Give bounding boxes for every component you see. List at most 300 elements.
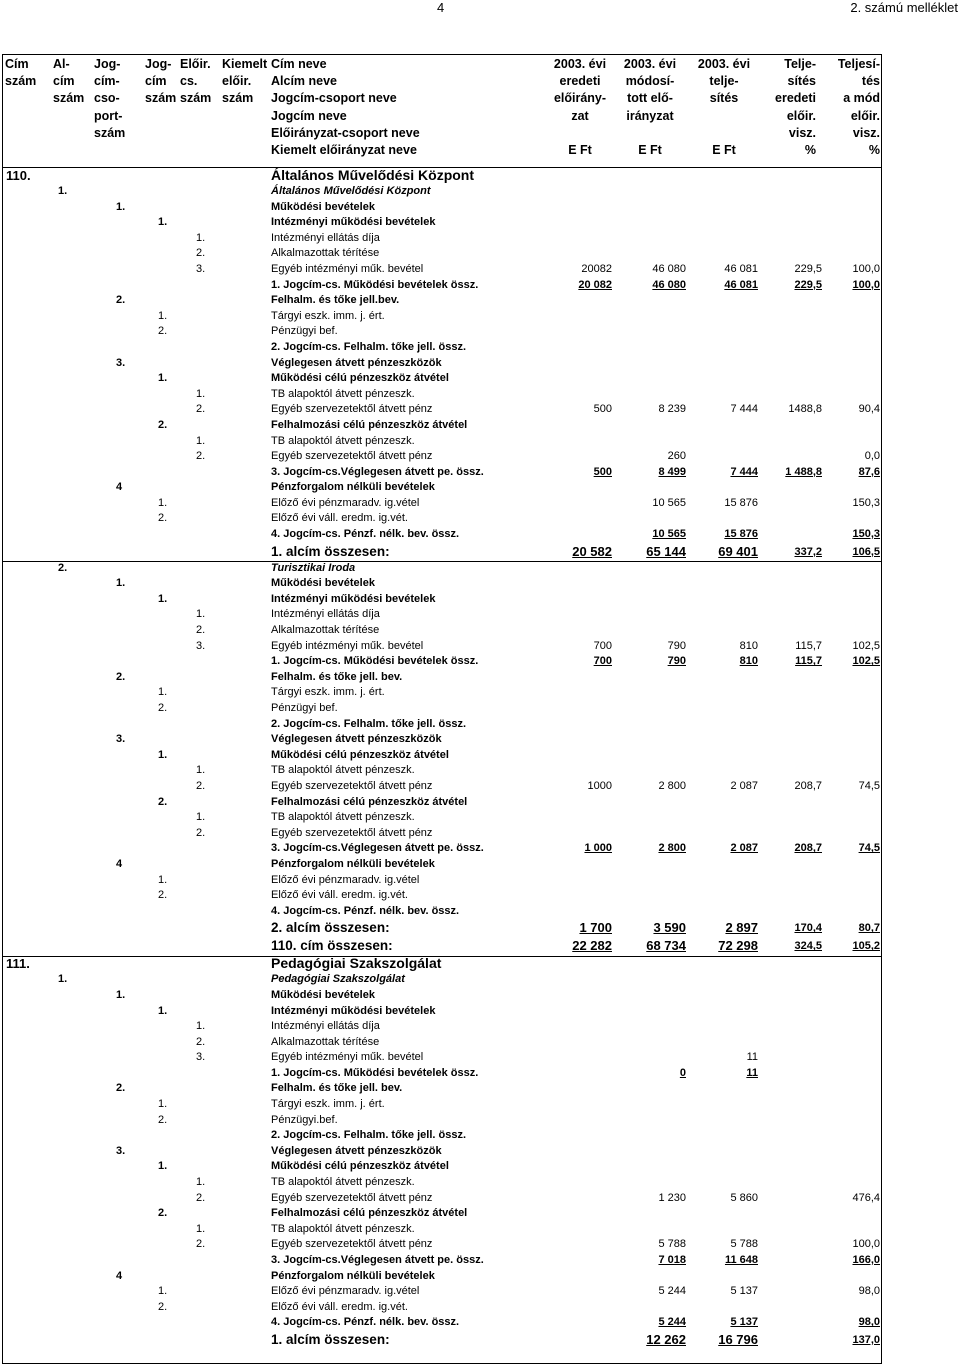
row-value-4: 105,2 (852, 940, 880, 953)
row-value-0: 500 (593, 465, 612, 478)
row-value-1: 5 788 (658, 1238, 686, 1251)
row-value-1: 8 499 (658, 465, 686, 478)
header-col-1 (53, 56, 85, 108)
row-code: 2. (196, 247, 206, 260)
row-code: 1. (158, 309, 168, 322)
section-divider (3, 956, 882, 957)
row-name: Alkalmazottak térítése (271, 1035, 380, 1048)
row-name: TB alapoktól átvett pénzeszk. (271, 387, 415, 400)
header-line: szám (5, 74, 37, 89)
table-row (0, 340, 960, 356)
header-line: Teljesí- (837, 57, 880, 71)
row-value-2: 15 876 (724, 528, 758, 541)
row-name: 1. Jogcím-cs. Működési bevételek össz. (271, 655, 479, 668)
table-row (0, 278, 960, 294)
table-row (0, 1331, 960, 1349)
row-code: 2. (196, 624, 206, 637)
header-line: visz. (788, 125, 816, 140)
header-line: Jog- (145, 57, 172, 71)
table-row (0, 607, 960, 623)
row-code: 3. (116, 356, 126, 369)
header-col-4 (180, 56, 214, 108)
table-row (0, 1191, 960, 1207)
row-name: Intézményi működési bevételek (271, 592, 436, 605)
header-line: Alcím neve (271, 74, 338, 89)
row-code: 1. (196, 1020, 206, 1033)
row-value-2: 5 137 (730, 1316, 758, 1329)
header-line: szám (53, 91, 85, 106)
row-code: 1. (158, 496, 168, 509)
row-code: 2. (196, 1191, 206, 1204)
header-line: port- (94, 108, 123, 123)
row-code: 2. (116, 670, 126, 683)
table-row (0, 167, 960, 184)
header-col-9 (690, 56, 758, 159)
row-value-4: 150,3 (852, 496, 880, 509)
table-row (0, 1175, 960, 1191)
row-name: Pénzügyi bef. (271, 325, 338, 338)
table-row (0, 576, 960, 592)
row-code: 2. (196, 403, 206, 416)
header-line: módosí- (625, 74, 675, 89)
header-line: Telje- (784, 57, 816, 71)
header-line: 2003. évi (623, 57, 677, 71)
row-name: Felhalm. és tőke jell. bev. (271, 1082, 403, 1095)
row-value-4: 0,0 (864, 450, 880, 463)
row-value-2: 11 648 (724, 1254, 758, 1266)
table-row (0, 1159, 960, 1175)
table-row (0, 1128, 960, 1144)
row-value-1: 5 244 (658, 1316, 686, 1329)
header-line: cso- (94, 91, 120, 106)
row-value-0: 20 082 (578, 278, 612, 291)
row-code: 1. (196, 608, 206, 621)
header-line: szám (222, 91, 254, 106)
row-value-2: 7 444 (730, 403, 758, 416)
row-code: 110. (6, 168, 31, 183)
row-value-4: 150,3 (852, 528, 880, 541)
row-code: 2. (158, 795, 168, 808)
header-col-8 (616, 56, 684, 159)
row-value-0: 1000 (587, 779, 612, 792)
row-value-1: 46 080 (652, 262, 686, 275)
row-value-3: 337,2 (794, 545, 822, 558)
header-line: szám (180, 91, 212, 106)
row-name: TB alapoktól átvett pénzeszk. (271, 811, 415, 824)
row-name: TB alapoktól átvett pénzeszk. (271, 764, 415, 777)
row-code: 2. (196, 826, 206, 839)
table-row (0, 418, 960, 434)
table-row (0, 184, 960, 200)
header-line: cím (145, 74, 167, 89)
row-code: 1. (196, 434, 206, 447)
row-name: Egyéb intézményi műk. bevétel (271, 262, 424, 275)
row-value-2: 11 (746, 1066, 758, 1079)
header-line: % (804, 142, 816, 157)
row-name: TB alapoktól átvett pénzeszk. (271, 434, 415, 447)
row-name: Működési bevételek (271, 200, 375, 213)
row-name: Véglegesen átvett pénzeszközök (271, 356, 442, 369)
table-row (0, 717, 960, 733)
table-row (0, 795, 960, 811)
row-value-1: 0 (679, 1066, 686, 1079)
row-value-3: 324,5 (794, 940, 822, 953)
row-code: 1. (116, 200, 126, 213)
row-code: 1. (158, 1160, 168, 1173)
row-code: 1. (58, 185, 68, 197)
header-col-11 (820, 56, 880, 159)
header-line: cím (53, 74, 75, 89)
header-line (545, 125, 615, 142)
row-code: 1. (158, 1098, 168, 1111)
row-code: 3. (116, 1144, 126, 1157)
table-row (0, 1222, 960, 1238)
table-row (0, 654, 960, 670)
row-code: 1. (158, 1004, 168, 1017)
row-value-1: 65 144 (646, 543, 686, 559)
row-value-1: 1 230 (658, 1191, 686, 1204)
row-value-0: 22 282 (572, 938, 612, 954)
row-value-3: 115,7 (795, 655, 822, 668)
table-row (0, 988, 960, 1004)
row-value-3: 1 488,8 (785, 465, 822, 478)
row-name: Egyéb intézményi műk. bevétel (271, 1051, 424, 1064)
row-name: Egyéb szervezetektől átvett pénz (271, 826, 433, 839)
row-code: 2. (58, 561, 68, 574)
row-name: Előző évi váll. eredm. ig.vét. (271, 889, 408, 902)
row-code: 2. (158, 325, 168, 338)
header-line: Jog- (94, 57, 121, 71)
table-row (0, 873, 960, 889)
row-value-1: 10 565 (652, 496, 686, 509)
header-line: sítés (709, 91, 739, 106)
row-code: 1. (196, 1176, 206, 1189)
table-row (0, 511, 960, 527)
row-code: 2. (116, 1082, 126, 1095)
row-value-4: 106,5 (852, 545, 880, 558)
row-code: 111. (6, 956, 30, 972)
header-line: Előir. (180, 57, 211, 71)
table-row (0, 1237, 960, 1253)
row-name: Intézményi ellátás díja (271, 608, 380, 621)
header-line: cím- (94, 74, 120, 89)
table-row (0, 1019, 960, 1035)
row-name: Egyéb szervezetektől átvett pénz (271, 1238, 433, 1251)
table-row (0, 527, 960, 543)
row-name: Pénzügyi.bef. (271, 1113, 338, 1126)
header-line: előir. (222, 74, 252, 89)
row-name: 4. Jogcím-cs. Pénzf. nélk. bev. össz. (271, 1316, 460, 1329)
row-value-3: 1488,8 (788, 403, 822, 416)
row-value-0: 20082 (581, 262, 612, 275)
table-row (0, 919, 960, 937)
row-value-1: 8 239 (658, 403, 686, 416)
header-line: E Ft (638, 142, 662, 157)
row-name: Pedagógiai Szakszolgálat (271, 973, 405, 986)
row-name: Felhalmozási célú pénzeszköz átvétel (271, 795, 468, 808)
table-row (0, 826, 960, 842)
header-line: sítés (787, 74, 816, 89)
header-line: előirány- (553, 91, 607, 106)
header-line: szám (145, 91, 177, 106)
row-code: 2. (158, 418, 168, 431)
section-divider (3, 561, 882, 562)
row-value-4: 74,5 (858, 842, 880, 855)
header-line: E Ft (568, 142, 592, 157)
row-value-1: 3 590 (653, 920, 686, 936)
row-name: Egyéb szervezetektől átvett pénz (271, 779, 433, 792)
header-line: Cím neve (271, 57, 327, 71)
header-line: telje- (709, 74, 739, 89)
header-line (690, 125, 758, 142)
row-value-0: 700 (593, 639, 612, 652)
row-code: 2. (158, 702, 168, 714)
row-value-3: 208,7 (794, 842, 822, 855)
table-row (0, 748, 960, 764)
row-value-0: 1 700 (579, 920, 612, 936)
row-name: 1. Jogcím-cs. Működési bevételek össz. (271, 1066, 479, 1079)
table-row (0, 434, 960, 450)
row-value-4: 87,6 (858, 465, 880, 478)
row-name: 4. Jogcím-cs. Pénzf. nélk. bev. össz. (271, 904, 460, 917)
row-name: Felhalmozási célú pénzeszköz átvétel (271, 1207, 468, 1220)
row-code: 1. (116, 577, 126, 590)
row-name: 2. alcím összesen: (271, 920, 390, 936)
row-value-2: 2 087 (730, 842, 758, 855)
row-name: Egyéb szervezetektől átvett pénz (271, 1191, 433, 1204)
header-line: Jogcím neve (271, 108, 347, 123)
table-row (0, 857, 960, 873)
row-code: 2. (158, 512, 168, 525)
row-value-0: 1 000 (584, 842, 612, 855)
table-row (0, 324, 960, 340)
table-row (0, 371, 960, 387)
row-value-2: 810 (739, 639, 758, 652)
row-name: Turisztikai Iroda (271, 561, 356, 574)
row-name: 3. Jogcím-cs.Véglegesen átvett pe. össz. (271, 465, 484, 478)
row-name: Működési célú pénzeszköz átvétel (271, 1160, 449, 1173)
table-row (0, 262, 960, 278)
row-value-3: 229,5 (794, 278, 822, 291)
row-code: 1. (196, 811, 206, 824)
row-code: 2. (116, 294, 126, 307)
table-row (0, 1066, 960, 1082)
table-row (0, 1113, 960, 1129)
row-value-4: 90,4 (858, 403, 880, 416)
row-name: 3. Jogcím-cs.Véglegesen átvett pe. össz. (271, 1254, 484, 1266)
row-value-1: 790 (667, 655, 686, 668)
row-code: 1. (158, 686, 168, 699)
table-row (0, 543, 960, 561)
header-line: eredeti (559, 74, 601, 89)
table-row (0, 1300, 960, 1316)
table-row (0, 215, 960, 231)
attachment-label: 2. számú melléklet (850, 0, 958, 15)
row-value-3: 170,4 (794, 922, 822, 935)
header-line: előir. (850, 108, 880, 123)
table-row (0, 496, 960, 512)
row-value-2: 11 (746, 1051, 758, 1064)
header-line: E Ft (712, 142, 736, 157)
page-number: 4 (437, 0, 445, 15)
row-code: 1. (196, 231, 206, 244)
row-value-0: 500 (593, 403, 612, 416)
header-line: Kiemelt előirányzat neve (271, 142, 417, 157)
row-value-4: 102,5 (852, 655, 880, 668)
header-line: Kiemelt (222, 57, 268, 71)
row-name: Alkalmazottak térítése (271, 247, 380, 260)
row-value-4: 137,0 (852, 1333, 880, 1346)
table-row (0, 246, 960, 262)
row-value-2: 2 087 (730, 779, 758, 792)
row-code: 2. (196, 1035, 206, 1048)
row-value-2: 15 876 (724, 496, 758, 509)
row-name: Működési célú pénzeszköz átvétel (271, 748, 449, 761)
table-row (0, 1269, 960, 1285)
table-row (0, 402, 960, 418)
row-name: Előző évi váll. eredm. ig.vét. (271, 512, 408, 525)
row-name: Alkalmazottak térítése (271, 624, 380, 637)
row-name: Általános Művelődési Központ (271, 167, 475, 183)
row-value-2: 810 (739, 655, 758, 668)
row-name: Előző évi pénzmaradv. ig.vétel (271, 873, 420, 886)
table-row (0, 904, 960, 920)
row-code: 1. (158, 592, 168, 605)
row-value-4: 100,0 (852, 278, 880, 291)
row-name: Előző évi pénzmaradv. ig.vétel (271, 1285, 420, 1298)
row-name: Egyéb intézményi műk. bevétel (271, 639, 424, 652)
row-name: Intézményi működési bevételek (271, 1004, 436, 1017)
row-code: 1. (158, 748, 168, 761)
row-value-0: 700 (593, 655, 612, 668)
row-name: 3. Jogcím-cs.Véglegesen átvett pe. össz. (271, 842, 484, 855)
row-value-2: 72 298 (718, 938, 758, 954)
table-row (0, 937, 960, 955)
header-col-10 (768, 56, 816, 159)
table-row (0, 732, 960, 748)
row-value-1: 5 244 (658, 1285, 686, 1298)
row-name: Pénzforgalom nélküli bevételek (271, 857, 435, 870)
row-name: Tárgyi eszk. imm. j. ért. (271, 1098, 385, 1111)
table-row (0, 888, 960, 904)
row-name: Működési célú pénzeszköz átvétel (271, 372, 449, 385)
table-row (0, 387, 960, 403)
table-row (0, 623, 960, 639)
table-row (0, 955, 960, 972)
row-code: 2. (158, 889, 168, 902)
header-col-7 (545, 56, 615, 159)
row-code: 2. (158, 1207, 168, 1220)
row-value-1: 260 (667, 450, 686, 463)
table-row (0, 1315, 960, 1331)
page-top-bar (0, 0, 960, 16)
row-name: Általános Művelődési Központ (271, 185, 431, 197)
row-name: 1. alcím összesen: (271, 543, 390, 559)
table-row (0, 972, 960, 988)
table-row (0, 465, 960, 481)
row-code: 2. (196, 1238, 206, 1251)
row-value-2: 46 081 (724, 278, 758, 291)
header-line: Jogcím-csoport neve (271, 91, 397, 106)
row-code: 3. (196, 639, 206, 652)
row-code: 4 (116, 857, 123, 870)
header-line: Al- (53, 57, 70, 71)
row-code: 1. (196, 1222, 206, 1235)
row-value-1: 2 800 (658, 779, 686, 792)
row-name: Pénzforgalom nélküli bevételek (271, 481, 435, 494)
row-value-1: 10 565 (652, 528, 686, 541)
table-row (0, 1253, 960, 1269)
header-line: tés (861, 74, 880, 89)
row-code: 1. (196, 387, 206, 400)
row-value-2: 5 860 (730, 1191, 758, 1204)
row-name: Előző évi pénzmaradv. ig.vétel (271, 496, 420, 509)
header-line: eredeti (775, 91, 816, 106)
header-line: Előirányzat-csoport neve (271, 125, 420, 140)
row-value-0: 20 582 (572, 543, 612, 559)
row-code: 4 (116, 1269, 123, 1282)
row-value-4: 100,0 (852, 262, 880, 275)
row-name: 1. Jogcím-cs. Működési bevételek össz. (271, 278, 479, 291)
row-value-4: 100,0 (852, 1238, 880, 1251)
row-code: 2. (158, 1113, 168, 1126)
table-row (0, 1284, 960, 1300)
table-row (0, 639, 960, 655)
row-name: Felhalm. és tőke jell.bev. (271, 294, 400, 307)
table-row (0, 685, 960, 701)
row-value-4: 74,5 (858, 779, 880, 792)
row-code: 2. (196, 450, 206, 463)
table-row (0, 200, 960, 216)
header-line: cs. (180, 74, 198, 89)
row-name: TB alapoktól átvett pénzeszk. (271, 1176, 415, 1189)
table-row (0, 1097, 960, 1113)
row-value-2: 5 788 (730, 1238, 758, 1251)
header-line: szám (94, 125, 126, 140)
row-name: Felhalmozási célú pénzeszköz átvétel (271, 418, 468, 431)
row-value-1: 12 262 (646, 1331, 686, 1347)
row-code: 3. (196, 1051, 206, 1064)
row-value-3: 229,5 (794, 262, 822, 275)
row-value-4: 80,7 (858, 922, 880, 935)
row-value-2: 5 137 (730, 1285, 758, 1298)
row-code: 1. (196, 764, 206, 777)
row-value-2: 7 444 (730, 465, 758, 478)
table-row (0, 701, 960, 717)
row-code: 1. (58, 973, 68, 986)
row-name: Véglegesen átvett pénzeszközök (271, 1144, 442, 1157)
header-line: tott elő- (627, 91, 673, 106)
row-name: Működési bevételek (271, 988, 375, 1001)
row-value-4: 476,4 (852, 1191, 880, 1204)
row-value-4: 98,0 (858, 1316, 880, 1329)
row-name: Előző évi váll. eredm. ig.vét. (271, 1300, 408, 1313)
row-code: 3. (116, 733, 126, 746)
table-row (0, 1050, 960, 1066)
row-name: 1. alcím összesen: (271, 1331, 390, 1347)
row-value-1: 68 734 (646, 938, 686, 954)
row-code: 2. (158, 1300, 168, 1313)
row-name: Pedagógiai Szakszolgálat (271, 955, 442, 972)
table-row (0, 293, 960, 309)
header-line: zat (571, 108, 589, 123)
row-name: Véglegesen átvett pénzeszközök (271, 733, 442, 746)
header-col-5 (222, 56, 272, 108)
header-col-3 (145, 56, 175, 108)
table-row (0, 1004, 960, 1020)
row-name: 2. Jogcím-cs. Felhalm. tőke jell. össz. (271, 340, 467, 353)
row-name: Működési bevételek (271, 577, 375, 590)
